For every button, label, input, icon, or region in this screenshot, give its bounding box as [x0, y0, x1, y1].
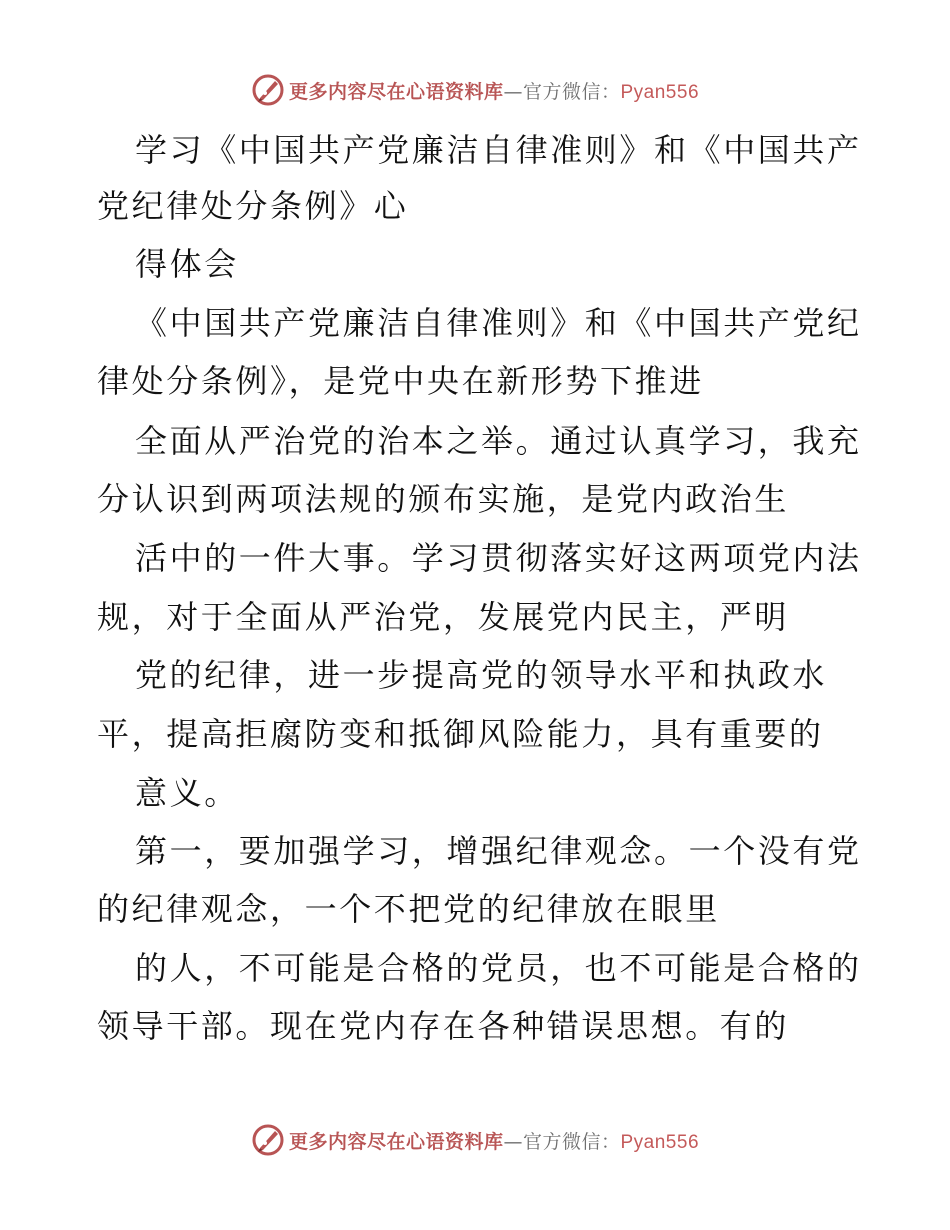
header-watermark: [0, 70, 950, 110]
paragraph-line: 党的纪律，进一步提高党的领导水平和执政水: [135, 656, 828, 694]
watermark-text: [289, 1127, 699, 1154]
title-line-1: 学习《中国共产党廉洁自律准则》和《中国共产: [135, 131, 862, 169]
watermark-official-label: —官方微信：: [503, 1130, 621, 1153]
paragraph-line: 全面从严治党的治本之举。通过认真学习，我充: [135, 422, 862, 460]
watermark-wechat-id: Pyan556: [620, 1131, 700, 1153]
quill-logo-icon: [251, 73, 285, 107]
watermark-wechat-id: Pyan556: [620, 81, 700, 103]
quill-logo-icon: [251, 1123, 285, 1157]
paragraph-line: 《中国共产党廉洁自律准则》和《中国共产党纪: [135, 304, 862, 342]
paragraph-line: 意义。: [135, 774, 239, 812]
watermark-main-text: 更多内容尽在心语资料库: [288, 80, 504, 103]
watermark-text: [289, 77, 699, 104]
title-line-3: 得体会: [135, 245, 239, 283]
footer-watermark: [0, 1120, 950, 1160]
paragraph-line: 的纪律观念，一个不把党的纪律放在眼里: [97, 890, 720, 928]
watermark-official-label: —官方微信：: [503, 80, 621, 103]
paragraph-line: 第一，要加强学习，增强纪律观念。一个没有党: [135, 832, 862, 870]
watermark-main-text: 更多内容尽在心语资料库: [288, 1130, 504, 1153]
paragraph-line: 领导干部。现在党内存在各种错误思想。有的: [97, 1007, 790, 1045]
paragraph-line: 律处分条例》，是党中央在新形势下推进: [97, 362, 704, 400]
paragraph-line: 平，提高拒腐防变和抵御风险能力，具有重要的: [97, 715, 824, 753]
paragraph-line: 的人，不可能是合格的党员，也不可能是合格的: [135, 949, 862, 987]
paragraph-line: 活中的一件大事。学习贯彻落实好这两项党内法: [135, 539, 862, 577]
paragraph-line: 规，对于全面从严治党，发展党内民主，严明: [97, 598, 790, 636]
paragraph-line: 分认识到两项法规的颁布实施，是党内政治生: [97, 480, 790, 518]
title-line-2: 党纪律处分条例》心: [97, 187, 409, 225]
